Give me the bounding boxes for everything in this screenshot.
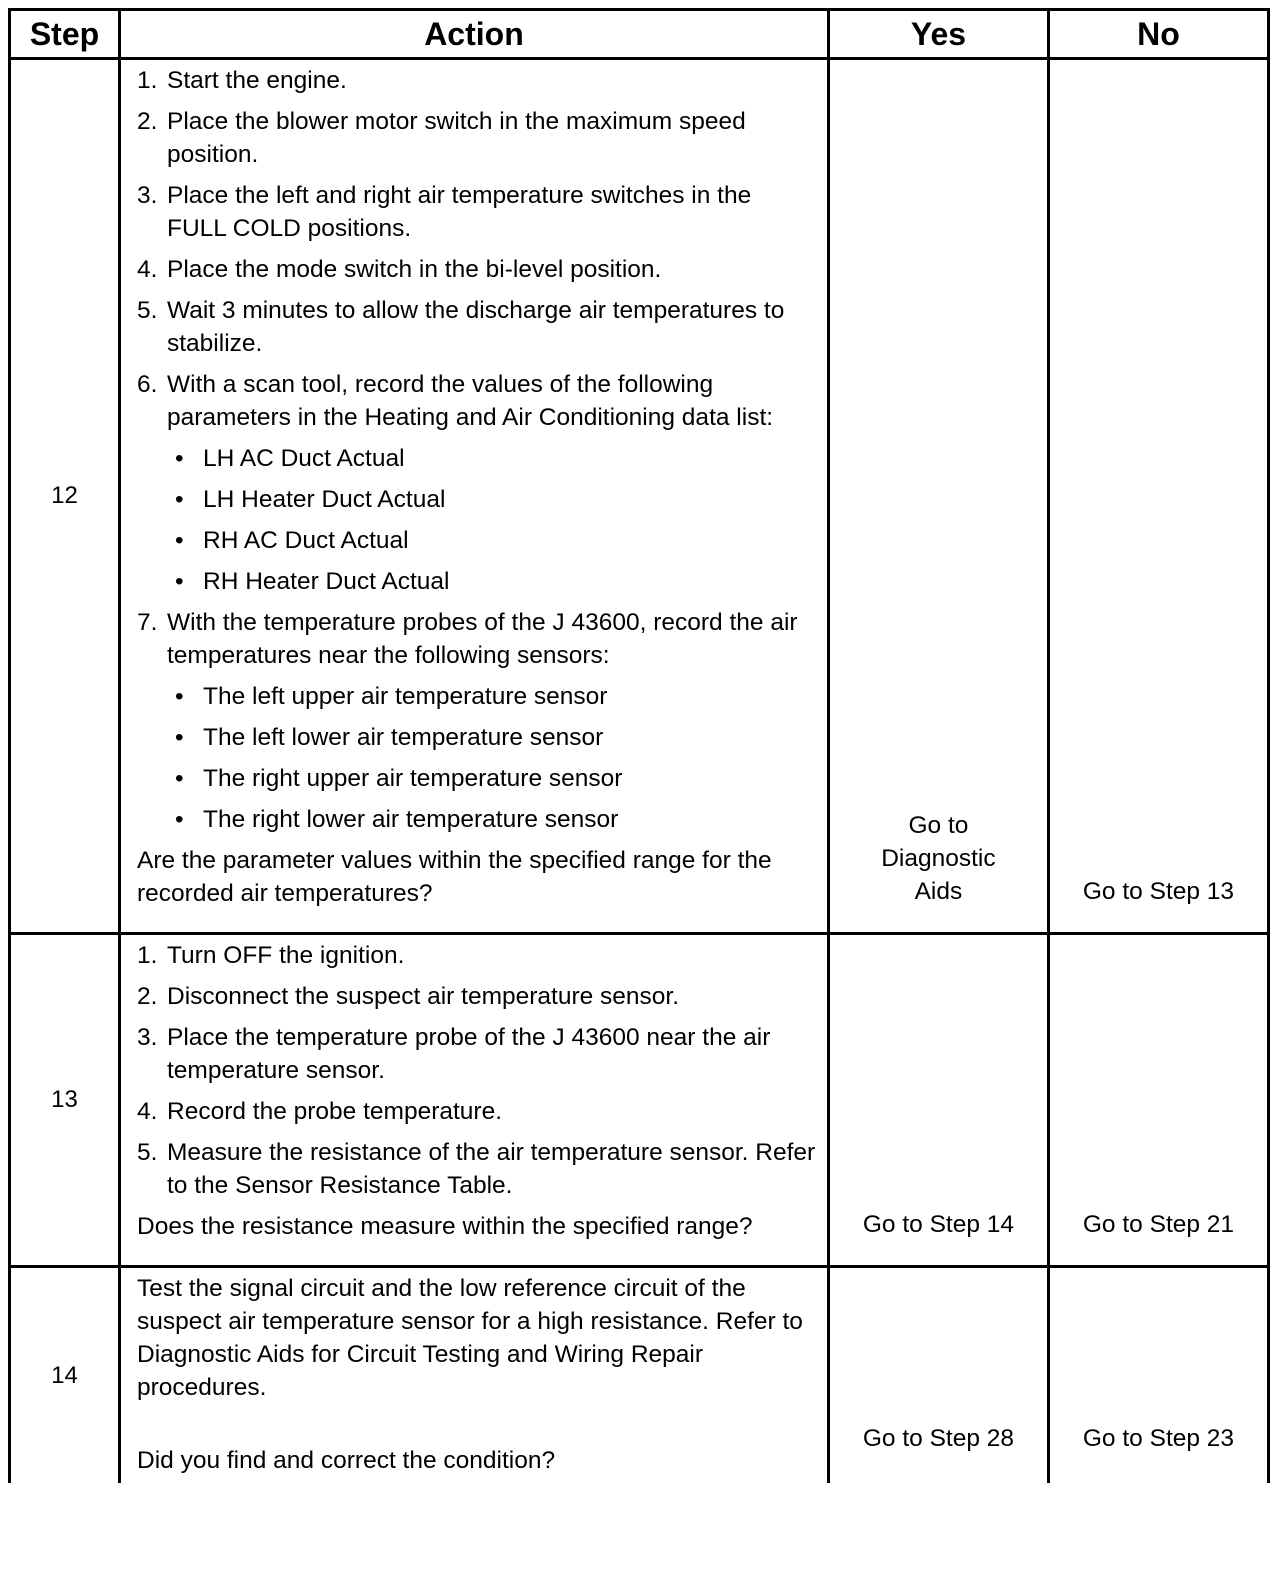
header-step: Step (10, 10, 120, 59)
yes-result: Go to Step 28 (828, 1267, 1048, 1484)
action-cell (120, 59, 829, 934)
list-item: 3. Place the temperature probe of the J 43600 near the air temperature sensor. (137, 1024, 771, 1084)
bullet-item: • LH Heater Duct Actual (175, 486, 446, 513)
diagnostic-table (8, 8, 1270, 1483)
list-item: 7. With the temperature probes of the J 43600, record the air temperatures near the following sensors: (137, 609, 798, 669)
no-result: Go to Step 13 (1048, 59, 1268, 934)
list-item: 2. Disconnect the suspect air temperature sensor. (137, 983, 680, 1010)
bullet-item: • The left upper air temperature sensor (175, 683, 608, 710)
bullet-item: • The left lower air temperature sensor (175, 724, 604, 751)
list-item: 4. Place the mode switch in the bi-level position. (137, 256, 662, 283)
header-action: Action (120, 10, 829, 59)
table-row (10, 934, 1269, 1267)
list-item: 5. Wait 3 minutes to allow the discharge air temperatures to stabilize. (137, 297, 785, 357)
bullet-item: • RH Heater Duct Actual (175, 568, 450, 595)
yes-result: Go to Diagnostic Aids (828, 59, 1048, 934)
instruction-text: Test the signal circuit and the low reference circuit of the suspect air temperature sensor for a high resistance. Refer to Diagnostic Aids for Circuit Testing and Wiring Repair procedures. (137, 1275, 803, 1401)
question-text: Did you find and correct the condition? (137, 1447, 556, 1474)
bullet-item: • The right upper air temperature sensor (175, 765, 623, 792)
list-item: 1. Start the engine. (137, 67, 347, 94)
question-text: Does the resistance measure within the specified range? (137, 1213, 753, 1240)
step-number: 13 (10, 934, 120, 1267)
action-cell (120, 1267, 829, 1484)
step-number: 14 (10, 1267, 120, 1484)
no-result: Go to Step 23 (1048, 1267, 1268, 1484)
no-result: Go to Step 21 (1048, 934, 1268, 1267)
table-row (10, 59, 1269, 934)
list-item: 4. Record the probe temperature. (137, 1098, 503, 1125)
action-cell (120, 934, 829, 1267)
table-row (10, 1267, 1269, 1484)
header-row (10, 10, 1269, 59)
header-yes: Yes (828, 10, 1048, 59)
list-item: 1. Turn OFF the ignition. (137, 942, 405, 969)
list-item: 6. With a scan tool, record the values of the following parameters in the Heating and Air Conditioning data list: (137, 371, 774, 431)
list-item: 2. Place the blower motor switch in the maximum speed position. (137, 108, 746, 168)
question-text: Are the parameter values within the specified range for the recorded air temperatures? (137, 847, 772, 907)
list-item: 5. Measure the resistance of the air temperature sensor. Refer to the Sensor Resistance Table. (137, 1139, 816, 1199)
header-no: No (1048, 10, 1268, 59)
bullet-item: • LH AC Duct Actual (175, 445, 405, 472)
list-item: 3. Place the left and right air temperature switches in the FULL COLD positions. (137, 182, 752, 242)
yes-result: Go to Step 14 (828, 934, 1048, 1267)
step-number: 12 (10, 59, 120, 934)
bullet-item: • RH AC Duct Actual (175, 527, 409, 554)
bullet-item: • The right lower air temperature sensor (175, 806, 619, 833)
